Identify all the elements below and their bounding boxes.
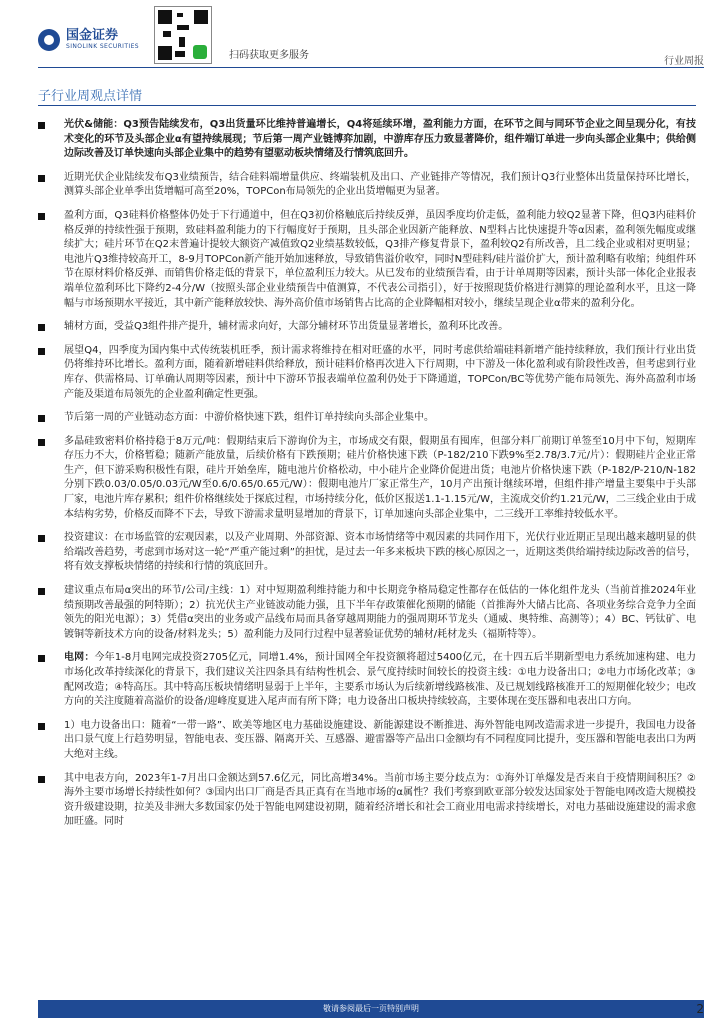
paragraph-recommended-picks: [38, 584, 696, 642]
square-bullet-icon: [38, 439, 45, 446]
paragraph-meter-exports: [38, 772, 696, 830]
paragraph-text: 近期光伏企业陆续发布Q3业绩预告，结合硅料端增量供应、终端装机及出口、产业链排产等情况，我们预计Q3行业整体出货量保持环比增长，测算头部企业单季出货增幅可高至20%，TOPCon布局领先的企业出货增幅更为显著。: [64, 171, 696, 198]
square-bullet-icon: [38, 415, 45, 422]
logo-icon: [38, 29, 60, 51]
paragraph-q4-outlook: [38, 344, 696, 402]
square-bullet-icon: [38, 776, 45, 783]
paragraph-auxiliary-materials: [38, 320, 696, 335]
section-title: 子行业周观点详情: [38, 89, 143, 104]
wechat-icon: [193, 45, 207, 59]
square-bullet-icon: [38, 324, 45, 331]
logo-name-en: SINOLINK SECURITIES: [66, 43, 139, 50]
footer-bar: [38, 1000, 704, 1018]
square-bullet-icon: [38, 122, 45, 129]
square-bullet-icon: [38, 535, 45, 542]
square-bullet-icon: [38, 588, 45, 595]
report-type-label: 行业周报: [664, 56, 704, 67]
header-divider: [38, 67, 704, 68]
paragraph-text: 投资建议：在市场监管的宏观因素，以及产业周期、外部资源、资本市场情绪等中观因素的共同作用下，光伏行业近期正呈现出越来越明显的供给端改善趋势，考虑到市场对这一轮“严重产能过剩”的担忧，是过去一年多来板块下跌的核心原因之一，近期这类供给端持续边际改善的信号，将有效支撑板块情绪的持续和行情的筑底回升。: [64, 532, 696, 573]
footer-disclaimer: 敬请参阅最后一页特别声明: [323, 1004, 419, 1013]
paragraph-equipment-exports: [38, 719, 696, 763]
paragraph-pv-storage-summary: [38, 118, 696, 162]
scan-prompt: 扫码获取更多服务: [229, 50, 309, 61]
paragraph-industry-dynamics: [38, 411, 696, 426]
square-bullet-icon: [38, 348, 45, 355]
page-header: [0, 0, 724, 70]
paragraph-bold: 光伏&储能：Q3预告陆续发布，Q3出货量环比维持普遍增长，Q4将延续环增，盈利能力方面，在环节之间与同环节企业之间呈现分化，有技术变化的环节及头部企业α有望持续展现；节后第一周产业链博弈加剧，中游库存压力致显著降价，组件端订单进一步向头部企业集中；供给侧边际改善及订单快速向头部企业集中的趋势有望驱动板块情绪及行情筑底回升。: [64, 119, 696, 160]
paragraph-profitability: [38, 209, 696, 311]
paragraph-text: 建议重点布局α突出的环节/公司/主线：1）对中短期盈利维持能力和中长期竞争格局稳定性都存在低估的一体化组件龙头（当前首推2024年业绩预期改善最强的阿特斯）；2）抗光伏主产业链波动能力强，且下半年存政策催化预期的储能（首推海外大储占比高、各项业务综合竞争力全面领先的阳光电源）；3）凭借α突出的业务或产品线布局而具备穿越周期能力的强周期环节龙头（通威、奥特维、高测等）；4）BC、钙钛矿、电镀铜等新技术方向的设备/材料龙头；5）盈利能力及同行过程中显著验证优势的辅材/耗材龙头（福斯特等）。: [64, 585, 696, 640]
page-number: 2: [696, 1002, 704, 1016]
paragraph-price-trends: [38, 435, 696, 523]
paragraph-text: 多晶硅致密料价格持稳于8万元/吨：假期结束后下游询价为主，市场成交有限，假期虽有囤库，但部分料厂前期订单签至10月中下旬，短期库存压力不大，价格暂稳；随新产能放量，后续价格有下跌预期；硅片价格快速下跌（P-182/210下跌9%至2.78/3.7元/片）：假期硅片企业正常生产，但下游采购积极性有限，硅片开始垒库，随电池片价格松动，中小硅片企业降价促进出货；电池片价格快速下跌（P-182/P-210/N-182分别下跌0.03/0.05/0.03元/W至0.6/0.65/0.65元/W）：假期电池片厂家正常生产，10月产出预计继续环增，但组件排产增量主要集中于头部厂家，电池片库存累积；组件价格继续处于探底过程，市场持续分化，低价区报送1.1-1.15元/W，主流成交价约1.21元/W，二三线企业由于成本结构劣势，价格反而降不下去，导致下游需求量明显增加的背景下，订单加速向头部企业集中，二三线开工率维持较低水平。: [64, 435, 696, 520]
section-title-bar: [38, 85, 696, 106]
qr-code-icon: [154, 6, 212, 64]
paragraph-text: 盈利方面，Q3硅料价格整体仍处于下行通道中，但在Q3初价格触底后持续反弹，虽因季度均价走低，盈利能力较Q2显著下降，但Q3内硅料价格反弹的持续性强于预期，致硅料盈利能力的下行幅度好于预期，且头部企业因新产能释放、N型料占比快速提升等α因素，盈利领先幅度或继续扩大；硅片环节在Q2末普遍计提较大额资产减值致Q2业绩基数较低，Q3排产修复背景下，盈利较Q2有所改善，且二线企业或相对更明显；电池片Q3维持较高开工，8-9月TOPCon新产能开始加速释放，导致销售溢价收窄，同时N型硅料/硅片溢价扩大，预计盈利略有收缩；纯组件环节在原材料价格反弹、而销售价格走低的背景下，单位盈利压力较大。从已发布的业绩预告看，由于计单周期等因素，预计头部一体化企业报表端单位盈利环比下降约2-4分/W（按照头部企业业绩预告中值测算，不代表公司指引），好于按照现货价格进行测算的理论盈利水平，且这一降幅与市场预期水平接近，其中新产能释放较快、海外高价值市场销售占比高的企业降幅相对较小，继续呈现企业α带来的盈利分化。: [64, 209, 696, 309]
square-bullet-icon: [38, 213, 45, 220]
paragraph-text: 辅材方面，受益Q3组件排产提升，辅材需求向好，大部分辅材环节出货量显著增长，盈利环比改善。: [64, 321, 509, 333]
paragraph-q3-shipments: [38, 171, 696, 200]
report-body: [38, 118, 696, 839]
paragraph-investment-advice: [38, 531, 696, 575]
logo-name-cn: 国金证券: [66, 28, 119, 43]
paragraph-text: 展望Q4，四季度为国内集中式传统装机旺季，预计需求将维持在相对旺盛的水平，同时考虑供给端硅料新增产能持续释放，我们预计行业出货仍将维持环比增长。盈利方面，随着新增硅料供给释放，预计硅料价格再次进入下行周期，中下游及一体化盈利或有阶段性改善，但考虑到行业库存、供需格局、订单确认周期等因素，预计中下游环节报表端单位盈利仍处于下降通道，TOPCon/BC等优势产能布局领先、海外高盈利市场产能及渠道布局领先的企业盈利确定性更强。: [64, 344, 696, 400]
square-bullet-icon: [38, 723, 45, 730]
paragraph-text: 今年1-8月电网完成投资2705亿元，同增1.4%，预计国网全年投资额将超过5400亿元，在十四五后半期新型电力系统加速构建、电力市场化改革持续深化的背景下，我们建议关注四条具有结构性机会、景气度持续时间较长的投资主线：①电力设备出口；②电力市场化改革；③配网改造；④特高压。其中特高压板块情绪明显弱于上半年，主要系市场认为后续新增线路核准、及已规划线路核准开工的短期催化较少；电改方向的关注度随着高溢价的设备/迎峰度夏进入尾声而有所下降；电力设备出口板块持续较高，主要体现在变压器和电表出口方向。: [64, 652, 697, 708]
paragraph-bold: 电网：: [64, 652, 95, 664]
square-bullet-icon: [38, 655, 45, 662]
square-bullet-icon: [38, 175, 45, 182]
paragraph-power-grid: [38, 651, 696, 709]
company-logo: [38, 28, 139, 51]
paragraph-text: 节后第一周的产业链动态方面：中游价格快速下跌，组件订单持续向头部企业集中。: [64, 412, 434, 424]
page-footer: [0, 1000, 724, 1024]
paragraph-text: 1）电力设备出口：随着“一带一路”、欧美等地区电力基础设施建设、新能源建设不断推进、海外智能电网改造需求进一步提升，我国电力设备出口景气度上行趋势明显，智能电表、变压器、隔离开关、互感器、避雷器等产品出口金额均有不同程度同比提升，变压器和智能电表出口为两大绝对主线。: [64, 719, 696, 760]
paragraph-text: 其中电表方向，2023年1-7月出口金额达到57.6亿元，同比高增34%。当前市场主要分歧点为：①海外订单爆发是否来自于疫情期间积压？②海外主要市场增长持续性如何？③国内出口厂商是否具正真有在当地市场的α属性？我们考察到欧亚部分较发达国家处于智能电网改造大规模投资升级建设期，拉美及非洲大多数国家仍处于智能电网建设初期，随着经济增长和社会工商业用电需求持续增长，对电力基础设施建设的需求愈加旺盛。同时: [64, 772, 696, 828]
